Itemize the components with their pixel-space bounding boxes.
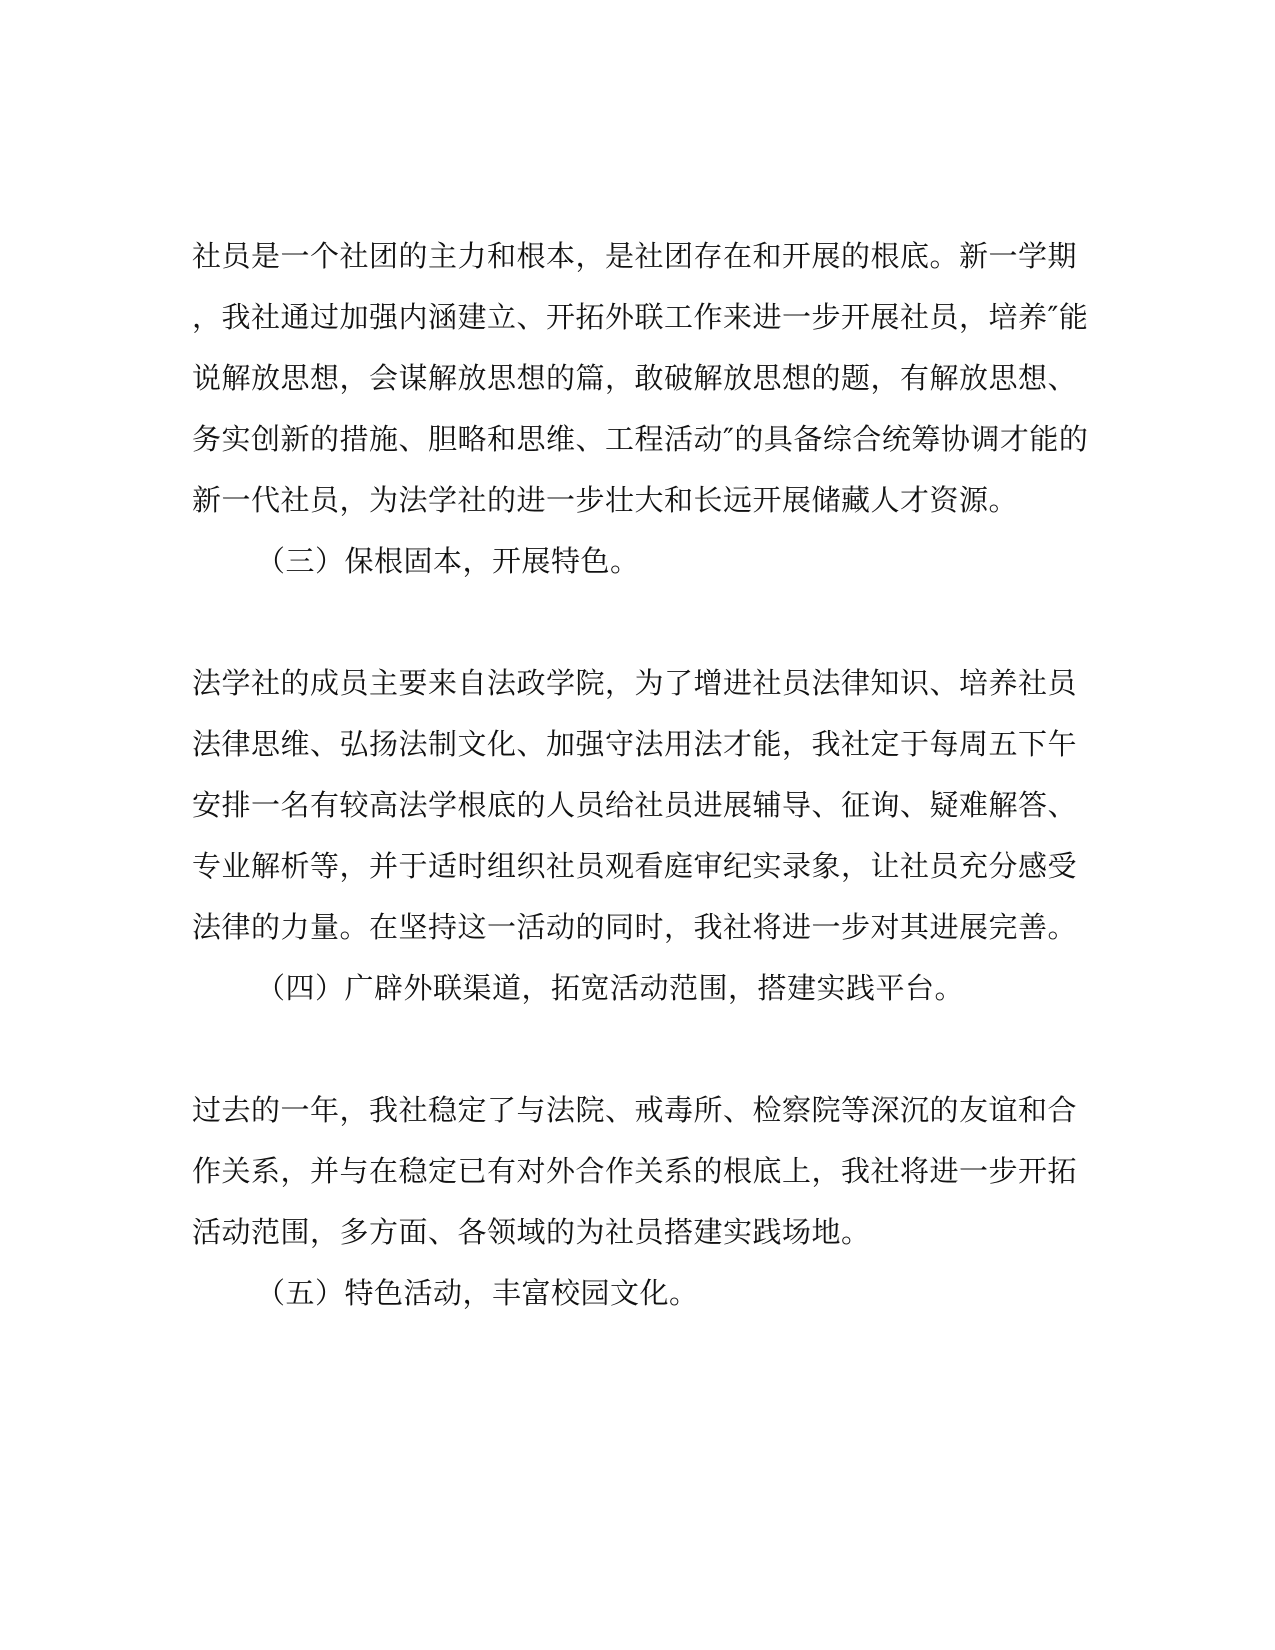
paragraph-3-line-1: 过去的一年，我社稳定了与法院、戒毒所、检察院等深沉的友谊和合 bbox=[192, 1093, 1078, 1127]
paragraph-1-line-4: 务实创新的措施、胆略和思维、工程活动″的具备综合统筹协调才能的 bbox=[192, 422, 1089, 456]
paragraph-1-line-2: ，我社通过加强内涵建立、开拓外联工作来进一步开展社员，培养″能 bbox=[192, 300, 1089, 334]
paragraph-2-line-5: 法律的力量。在坚持这一活动的同时，我社将进一步对其进展完善。 bbox=[192, 910, 1078, 944]
paragraph-1-line-1: 社员是一个社团的主力和根本，是社团存在和开展的根底。新一学期 bbox=[192, 239, 1078, 273]
paragraph-1-line-5: 新一代社员，为法学社的进一步壮大和长远开展储藏人才资源。 bbox=[192, 483, 1019, 517]
paragraph-3-line-2: 作关系，并与在稳定已有对外合作关系的根底上，我社将进一步开拓 bbox=[192, 1154, 1078, 1188]
section-heading-3: （三）保根固本，开展特色。 bbox=[256, 544, 640, 578]
paragraph-3-line-3: 活动范围，多方面、各领域的为社员搭建实践场地。 bbox=[192, 1215, 871, 1249]
paragraph-1-line-3: 说解放思想，会谋解放思想的篇，敢破解放思想的题，有解放思想、 bbox=[192, 361, 1078, 395]
section-heading-5: （五）特色活动，丰富校园文化。 bbox=[256, 1276, 699, 1310]
paragraph-2-line-1: 法学社的成员主要来自法政学院，为了增进社员法律知识、培养社员 bbox=[192, 666, 1078, 700]
paragraph-2-line-3: 安排一名有较高法学根底的人员给社员进展辅导、征询、疑难解答、 bbox=[192, 788, 1078, 822]
section-heading-4: （四）广辟外联渠道，拓宽活动范围，搭建实践平台。 bbox=[256, 971, 965, 1005]
paragraph-2-line-2: 法律思维、弘扬法制文化、加强守法用法才能，我社定于每周五下午 bbox=[192, 727, 1078, 761]
paragraph-2-line-4: 专业解析等，并于适时组织社员观看庭审纪实录象，让社员充分感受 bbox=[192, 849, 1078, 883]
